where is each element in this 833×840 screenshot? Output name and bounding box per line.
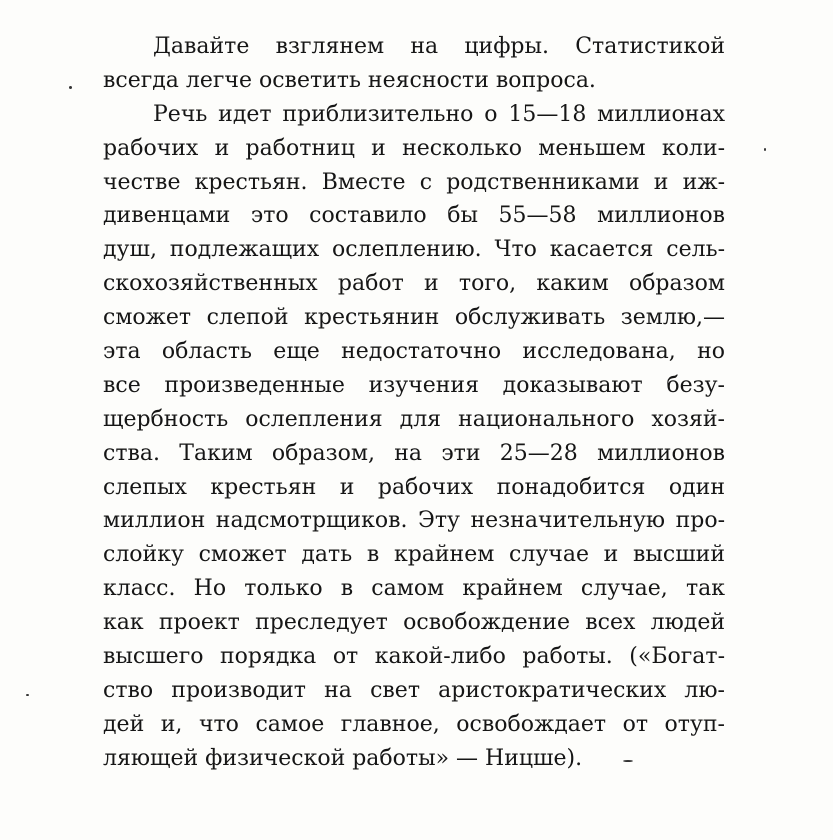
text-body [103, 30, 725, 776]
text-line: щербность ослепления для национального хозяй- [103, 406, 725, 432]
text-line: ство производит на свет аристократических лю- [103, 677, 725, 703]
text-line: высшего порядка от какой-либо работы. («Богат- [103, 644, 725, 670]
text-line: как проект преследует освобождение всех людей [103, 610, 725, 636]
text-line: Давайте взглянем на цифры. Статистикой [153, 34, 725, 59]
text-line: слойку сможет дать в крайнем случае и высший [103, 542, 725, 568]
text-line: сможет слепой крестьянин обслуживать землю,— [103, 305, 725, 331]
scan-speck [764, 148, 766, 151]
text-line: класс. Но только в самом крайнем случае, так [103, 576, 725, 602]
text-line: душ, подлежащих ослеплению. Что касается сель- [103, 237, 725, 263]
text-line: дивенцами это составило бы 55—58 миллионов [103, 203, 725, 229]
text-line: рабочих и работниц и несколько меньшем коли- [103, 135, 725, 161]
text-line: все произведенные изучения доказывают безу- [103, 372, 725, 398]
text-line: честве крестьян. Вместе с родственниками и иж- [103, 169, 725, 195]
text-line: ляющей физической работы» — Ницше). [103, 745, 583, 771]
text-line: всегда легче осветить неясности вопроса. [103, 67, 596, 93]
text-line: Речь идет приблизительно о 15—18 миллионах [153, 101, 725, 127]
text-line: эта область еще недостаточно исследована, но [103, 339, 725, 365]
text-line: скохозяйственных работ и того, каким образом [103, 271, 725, 297]
text-line: ства. Таким образом, на эти 25—28 миллионов [103, 440, 725, 466]
scan-speck [69, 86, 72, 89]
text-line: слепых крестьян и рабочих понадобится один [103, 474, 725, 500]
text-line: дей и, что самое главное, освобождает от отуп- [103, 711, 725, 737]
text-line: миллион надсмотрщиков. Эту незначительную про- [103, 508, 725, 534]
scan-speck [623, 760, 633, 762]
scan-speck [26, 694, 29, 696]
